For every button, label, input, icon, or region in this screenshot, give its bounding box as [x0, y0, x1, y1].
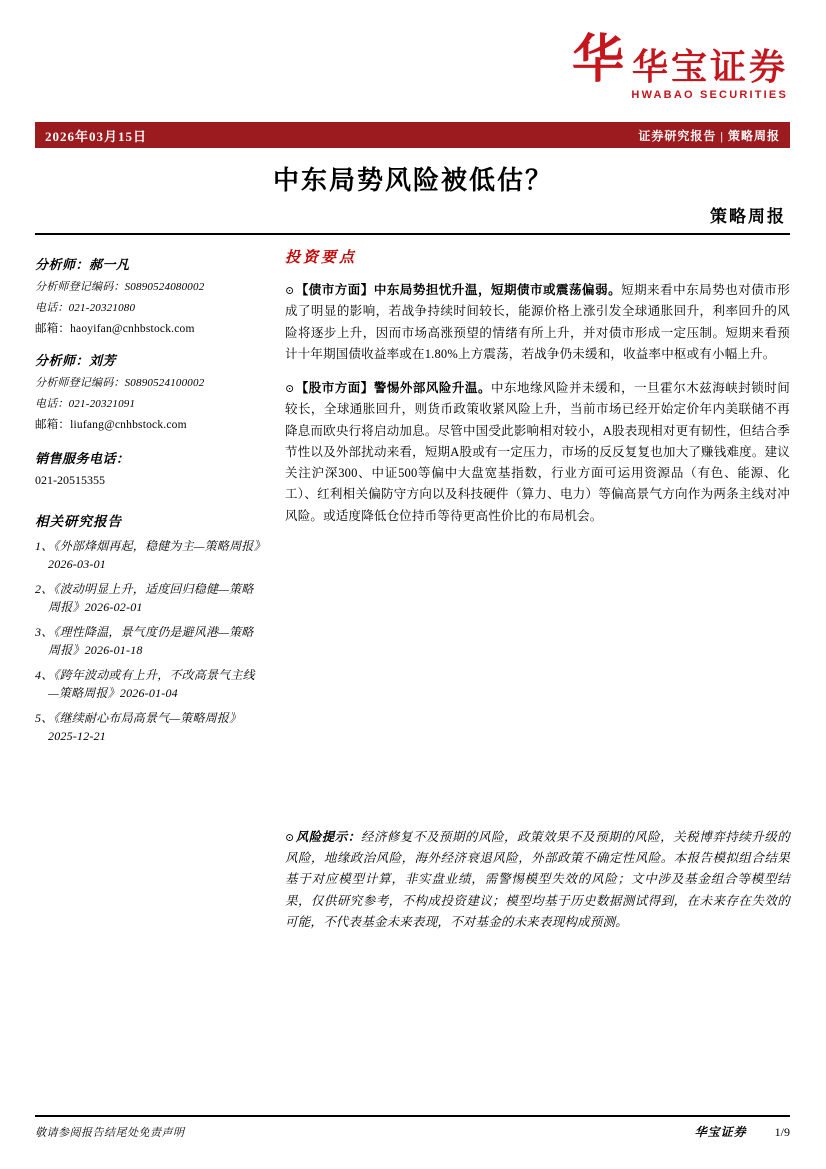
analyst-email: 邮箱：liufang@cnhbstock.com	[35, 419, 187, 431]
highlights-title: 投资要点	[285, 250, 358, 266]
paragraph-lead: 【股市方面】警惕外部风险升温。	[295, 381, 491, 395]
paragraph-body: 中东地缘风险并未缓和，一旦霍尔木兹海峡封锁时间较长，全球通胀回升，则货币政策收紧风险上升，当前市场已经开始定价年内美联储不再降息而欧央行将启动加息。尽管中国受此影响相对较小，A股表现相对更有韧性，但结合季节性以及外部扰动来看，短期A股或有一定压力，市场的反反复复也加大了赚钱难度。建议关注沪深300、中证500等偏中大盘宽基指数，行业方面可运用资源品（有色、能源、化工）、红利相关偏防守方向以及科技硬件（算力、电力）等偏高景气方向作为两条主线对冲风险。或适度降低仓位持币等待更高性价比的布局机会。	[285, 381, 790, 523]
related-report-item: 4、《跨年波动或有上升，不改高景气主线—策略周报》2026-01-04	[35, 668, 255, 700]
risk-warning-paragraph	[285, 827, 790, 933]
paragraph-lead: 【债市方面】中东局势担忧升温，短期债市或震荡偏弱。	[295, 283, 622, 297]
page-footer	[35, 1115, 790, 1140]
content-columns	[35, 246, 790, 1109]
brand-name-cn: 华宝证券	[631, 47, 788, 88]
bullet-icon: ⊙	[285, 285, 295, 297]
sales-phone-number: 021-20515355	[35, 473, 105, 487]
page-subtitle: 策略周报	[710, 207, 786, 226]
page-number: 1/9	[774, 1125, 790, 1139]
analyst-block	[35, 254, 261, 336]
report-date: 2026年03月15日	[45, 128, 148, 144]
highlight-paragraph-bond	[285, 280, 790, 365]
divider	[35, 233, 790, 235]
page-title: 中东局势风险被低估？	[272, 166, 553, 195]
sales-phone-block	[35, 448, 261, 488]
footer-disclaimer: 敬请参阅报告结尾处免责声明	[35, 1127, 185, 1139]
logo-mark-icon: 华	[571, 32, 624, 89]
highlight-paragraph-equity	[285, 378, 790, 527]
related-report-item: 5、《继续耐心布局高景气—策略周报》2025-12-21	[35, 711, 242, 743]
sales-phone-label: 销售服务电话：	[35, 451, 130, 466]
paragraph-body: 短期来看中东局势也对债市形成了明显的影响，若战争持续时间较长，能源价格上涨引发全球通胀回升，利率回升的风险将逐步上升，因而市场高涨预望的情绪有所上升，并对债市形成一定压制。短期来看预计十年期国债收益率或在1.80%上方震荡，若战争仍未缓和，收益率中枢或有小幅上升。	[285, 283, 790, 361]
brand-name-en: HWABAO SECURITIES	[631, 89, 788, 102]
related-reports-title: 相关研究报告	[35, 514, 122, 529]
related-reports	[35, 510, 261, 745]
analyst-reg-code: 分析师登记编码：S0890524100002	[35, 377, 205, 389]
paragraph-body: 经济修复不及预期的风险，政策效果不及预期的风险，关税博弈持续升级的风险，地缘政治风险，海外经济衰退风险，外部政策不确定性风险。本报告模拟组合结果基于对应模型计算，非实盘业绩，需警惕模型失效的风险；文中涉及基金组合等模型结果，仅供研究参考，不构成投资建议；模型均基于历史数据测试得到，在未来存在失效的可能，不代表基金未来表现，不对基金的未来表现构成预测。	[285, 829, 790, 929]
bullet-icon: ⊙	[285, 831, 295, 844]
analyst-name: 分析师：郝一凡	[35, 257, 130, 272]
paragraph-lead: 风险提示：	[295, 829, 361, 844]
analyst-block	[35, 350, 261, 432]
analyst-phone: 电话：021-20321080	[35, 302, 136, 314]
brand-logo	[571, 32, 788, 102]
related-report-item: 3、《理性降温，景气度仍是避风港—策略周报》2026-01-18	[35, 625, 254, 657]
bullet-icon: ⊙	[285, 383, 295, 395]
analyst-reg-code: 分析师登记编码：S0890524080002	[35, 281, 205, 293]
report-category: 证券研究报告 | 策略周报	[638, 128, 780, 143]
analyst-phone: 电话：021-20321091	[35, 398, 136, 410]
footer-brand: 华宝证券	[694, 1125, 747, 1139]
meta-bar	[35, 122, 790, 148]
main-content	[285, 246, 790, 1109]
sidebar	[35, 246, 261, 1109]
related-report-item: 2、《波动明显上升，适度回归稳健—策略周报》2026-02-01	[35, 582, 254, 614]
analyst-name: 分析师：刘芳	[35, 353, 117, 368]
analyst-email: 邮箱：haoyifan@cnhbstock.com	[35, 323, 195, 335]
related-report-item: 1、《外部烽烟再起，稳健为主—策略周报》2026-03-01	[35, 539, 260, 571]
